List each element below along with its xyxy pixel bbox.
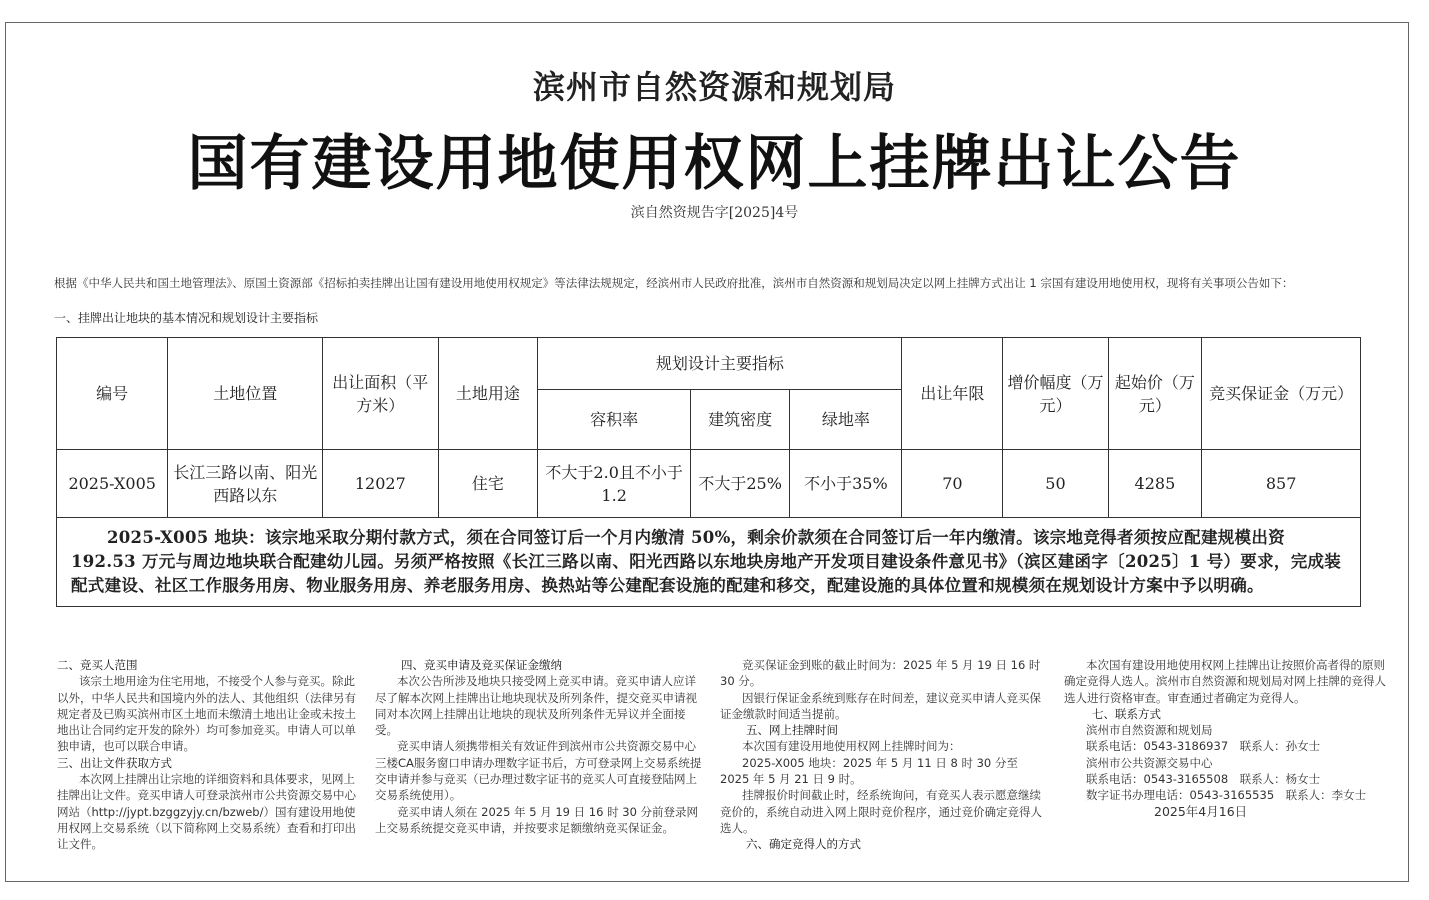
document-number: 滨自然资规告字[2025]4号 — [630, 205, 799, 221]
header-area — [323, 338, 438, 450]
contact-phone-1: 联系电话：0543-3186937 联系人：孙女士 — [1086, 739, 1321, 754]
contact-org-1: 滨州市自然资源和规划局 — [1086, 723, 1213, 738]
cell-use: 住宅 — [438, 450, 538, 518]
cell-location: 长江三路以南、阳光西路以东 — [168, 450, 323, 518]
header-increment: 增价幅度（万元） — [1003, 338, 1108, 450]
header-deposit: 竞买保证金（万元） — [1202, 338, 1361, 450]
table-row — [57, 450, 1361, 518]
section-5-para-2: 2025-X005 地块：2025 年 5 月 11 日 8 时 30 分至 2025 年 5 月 21 日 9 时。 — [720, 755, 1018, 787]
table-note: 2025-X005 地块：该宗地采取分期付款方式，须在合同签订后一个月内缴清 50%，剩余价款须在合同签订后一年内缴清。该宗地竞得者须按应配建规模出资 192.53 万元与周边地块联合配建幼儿园。另须严格按照《长江三路以南、阳光西路以东地块房地产开发项目建设条件意见书》（滨区建函字〔2025〕1 号）要求，完成装配式建设、社区工作服务用房、物业服务用房、养老服务用房、换热站等公建配套设施的配建和移交，配建设施的具体位置和规模须在规划设计方案中予以明确。 — [57, 518, 1361, 607]
cell-deposit: 857 — [1202, 450, 1361, 518]
cell-code: 2025-X005 — [57, 450, 168, 518]
section-4-para-2: 竞买申请人须携带相关有效证件到滨州市公共资源交易中心三楼CA服务窗口申请办理数字证书后，方可登录网上交易系统提交申请并参与竞买（已办理过数字证书的竞买人可直接登陆网上交易系统使用）。 — [375, 739, 702, 803]
contact-org-2: 滨州市公共资源交易中心 — [1086, 755, 1213, 770]
column-4 — [1064, 657, 1394, 820]
header-start-price: 起始价（万元） — [1108, 338, 1202, 450]
column-2 — [375, 657, 702, 836]
section-6-heading: 六、确定竞得人的方式 — [746, 837, 861, 852]
land-info-table — [56, 337, 1361, 607]
cell-increment: 50 — [1003, 450, 1108, 518]
section-1-heading: 一、挂牌出让地块的基本情况和规划设计主要指标 — [54, 311, 319, 325]
section-4-para-1: 本次公告所涉及地块只接受网上竞买申请。竞买申请人应详尽了解本次网上挂牌出让地块现状及所列条件，提交竞买申请视同对本次网上挂牌出让地块的现状及所列条件无异议并全面接受。 — [375, 674, 697, 738]
header-use: 土地用途 — [438, 338, 538, 450]
section-7-heading: 七、联系方式 — [1092, 706, 1161, 721]
column-3 — [720, 657, 1047, 853]
intro-paragraph: 根据《中华人民共和国土地管理法》、原国土资源部《招标拍卖挂牌出让国有建设用地使用权规定》等法律法规规定，经滨州市人民政府批准，滨州市自然资源和规划局决定以网上挂牌方式出让 1 宗国有建设用地使用权，现将有关事项公告如下： — [54, 276, 1294, 290]
section-4-para-3: 竞买申请人须在 2025 年 5 月 19 日 16 时 30 分前登录网上交易系统提交竞买申请，并按要求足额缴纳竞买保证金。 — [375, 804, 699, 835]
contact-phone-3: 数字证书办理电话：0543-3165535 联系人：李女士 — [1086, 788, 1367, 803]
cell-term: 70 — [902, 450, 1003, 518]
column-1 — [57, 657, 357, 853]
header-term: 出让年限 — [902, 338, 1003, 450]
section-6-text: 本次国有建设用地使用权网上挂牌出让按照价高者得的原则确定竞得人选人。滨州市自然资源和规划局对网上挂牌的竞得人选人进行资格审查。审查通过者确定为竞得人。 — [1064, 658, 1386, 705]
section-5-para-3: 挂牌报价时间截止时，经系统询问，有竞买人表示愿意继续竞价的，系统自动进入网上限时竞价程序，通过竞价确定竞得人选人。 — [720, 788, 1042, 835]
header-density: 建筑密度 — [690, 390, 789, 450]
section-4-para-5: 因银行保证金系统到账存在时间差，建议竞买申请人竞买保证金缴款时间适当提前。 — [720, 690, 1041, 721]
contact-phone-2: 联系电话：0543-3165508 联系人：杨女士 — [1086, 772, 1321, 787]
cell-density: 不大于25% — [690, 450, 789, 518]
section-2-heading: 二、竞买人范围 — [57, 658, 138, 672]
header-far: 容积率 — [538, 390, 691, 450]
header-code: 编号 — [57, 338, 168, 450]
header-planning: 规划设计主要指标 — [538, 338, 902, 390]
header-green: 绿地率 — [790, 390, 902, 450]
section-4-para-4: 竞买保证金到账的截止时间为：2025 年 5 月 19 日 16 时 30 分。 — [720, 658, 1041, 689]
issuer-name: 滨州市自然资源和规划局 — [532, 68, 896, 106]
section-4-heading: 四、竞买申请及竞买保证金缴纳 — [401, 658, 562, 672]
section-3-heading: 三、出让文件获取方式 — [57, 755, 172, 770]
cell-green: 不小于35% — [790, 450, 902, 518]
cell-far: 不大于2.0且不小于1.2 — [538, 450, 691, 518]
page-title: 国有建设用地使用权网上挂牌出让公告 — [187, 129, 1242, 199]
section-3-text: 本次网上挂牌出让宗地的详细资料和具体要求，见网上挂牌出让文件。竞买申请人可登录滨州市公共资源交易中心网站（http://jypt.bzggzyjy.cn/bzweb/）国有建设用地使用权网上交易系统（以下简称网上交易系统）查看和打印出让文件。 — [57, 772, 356, 852]
section-5-para-1: 本次国有建设用地使用权网上挂牌时间为： — [742, 739, 961, 754]
header-location: 土地位置 — [168, 338, 323, 450]
publish-date: 2025年4月16日 — [1154, 803, 1248, 819]
cell-area: 12027 — [323, 450, 438, 518]
section-5-heading: 五、网上挂牌时间 — [746, 723, 838, 738]
header-area-label: 出让面积（平方米） — [332, 372, 429, 415]
cell-start-price: 4285 — [1108, 450, 1202, 518]
section-2-text: 该宗土地用途为住宅用地，不接受个人参与竞买。除此以外，中华人民共和国境内外的法人、其他组织（法律另有规定者及已购买滨州市区土地而未缴清土地出让金或未按土地出让合同约定开发的除外）均可参加竞买。申请人可以单独申请，也可以联合申请。 — [57, 674, 356, 754]
